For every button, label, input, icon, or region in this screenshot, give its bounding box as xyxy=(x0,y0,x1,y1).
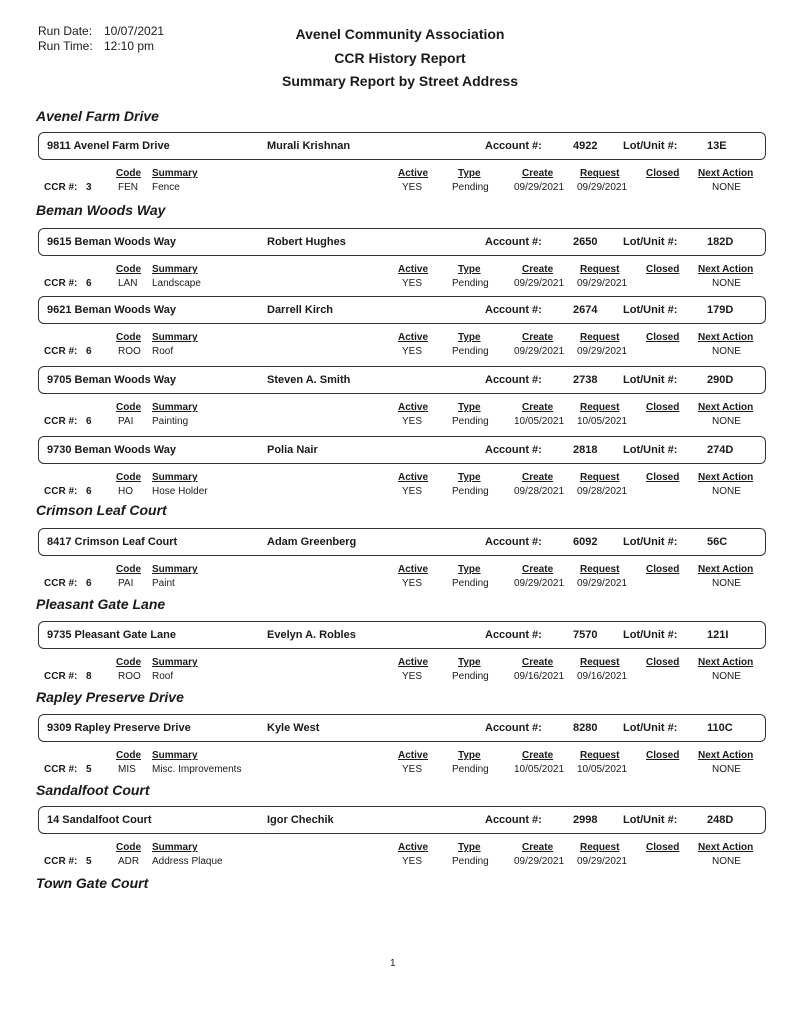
account-label: Account #: xyxy=(485,722,542,734)
lot-unit-label: Lot/Unit #: xyxy=(623,536,678,548)
active-value: YES xyxy=(402,486,423,497)
active-value: YES xyxy=(402,764,423,775)
next-action-value: NONE xyxy=(712,278,741,289)
run-time-label: Run Time: xyxy=(38,39,93,53)
closed-header: Closed xyxy=(646,564,680,575)
report-title: CCR History Report xyxy=(334,50,466,66)
create-value: 10/05/2021 xyxy=(514,416,565,427)
next-action-value: NONE xyxy=(712,764,741,775)
summary-header: Summary xyxy=(152,842,198,853)
code-header: Code xyxy=(116,842,141,853)
lot-unit-number: 274D xyxy=(707,444,734,456)
lot-unit-label: Lot/Unit #: xyxy=(623,304,678,316)
type-header: Type xyxy=(458,264,481,275)
code-header: Code xyxy=(116,750,141,761)
report-subtitle: Summary Report by Street Address xyxy=(282,73,518,89)
code-value: MIS xyxy=(118,764,136,775)
owner-name: Igor Chechik xyxy=(267,814,334,826)
ccr-number: 6 xyxy=(86,278,92,289)
active-header: Active xyxy=(398,657,429,668)
ccr-label: CCR #: xyxy=(44,764,78,775)
type-header: Type xyxy=(458,842,481,853)
owner-name: Polia Nair xyxy=(267,444,318,456)
summary-value: Painting xyxy=(152,416,189,427)
ccr-number: 8 xyxy=(86,671,92,682)
account-label: Account #: xyxy=(485,236,542,248)
account-number: 2818 xyxy=(573,444,598,456)
account-number: 4922 xyxy=(573,140,598,152)
ccr-number: 6 xyxy=(86,346,92,357)
address-row xyxy=(38,296,766,324)
summary-header: Summary xyxy=(152,332,198,343)
account-number: 8280 xyxy=(573,722,598,734)
code-value: ADR xyxy=(118,856,140,867)
ccr-number: 5 xyxy=(86,764,92,775)
account-number: 7570 xyxy=(573,629,598,641)
active-value: YES xyxy=(402,578,423,589)
report-org-title: Avenel Community Association xyxy=(295,26,505,42)
address-row xyxy=(38,528,766,556)
type-value: Pending xyxy=(452,764,489,775)
lot-unit-number: 13E xyxy=(707,140,727,152)
address-row xyxy=(38,714,766,742)
active-header: Active xyxy=(398,564,429,575)
next-action-header: Next Action xyxy=(698,472,754,483)
next-action-header: Next Action xyxy=(698,402,754,413)
active-header: Active xyxy=(398,332,429,343)
lot-unit-label: Lot/Unit #: xyxy=(623,140,678,152)
active-header: Active xyxy=(398,472,429,483)
street-header: Avenel Farm Drive xyxy=(36,108,159,124)
property-address: 9735 Pleasant Gate Lane xyxy=(47,629,177,641)
account-number: 2650 xyxy=(573,236,598,248)
summary-value: Misc. Improvements xyxy=(152,764,242,775)
create-value: 09/16/2021 xyxy=(514,671,565,682)
type-value: Pending xyxy=(452,578,489,589)
lot-unit-number: 56C xyxy=(707,536,728,548)
lot-unit-number: 248D xyxy=(707,814,734,826)
lot-unit-label: Lot/Unit #: xyxy=(623,814,678,826)
property-address: 9705 Beman Woods Way xyxy=(47,374,176,386)
street-header: Sandalfoot Court xyxy=(36,782,150,798)
type-header: Type xyxy=(458,657,481,668)
ccr-detail xyxy=(0,332,791,368)
account-label: Account #: xyxy=(485,444,542,456)
create-header: Create xyxy=(522,402,554,413)
summary-value: Roof xyxy=(152,346,174,357)
closed-header: Closed xyxy=(646,472,680,483)
summary-value: Fence xyxy=(152,182,180,193)
code-value: PAI xyxy=(118,578,134,589)
account-number: 2738 xyxy=(573,374,598,386)
request-header: Request xyxy=(580,842,620,853)
account-label: Account #: xyxy=(485,814,542,826)
lot-unit-label: Lot/Unit #: xyxy=(623,236,678,248)
request-header: Request xyxy=(580,332,620,343)
next-action-value: NONE xyxy=(712,578,741,589)
summary-value: Address Plaque xyxy=(152,856,223,867)
owner-name: Kyle West xyxy=(267,722,320,734)
ccr-number: 3 xyxy=(86,182,92,193)
next-action-header: Next Action xyxy=(698,750,754,761)
owner-name: Evelyn A. Robles xyxy=(267,629,356,641)
active-value: YES xyxy=(402,278,423,289)
address-row xyxy=(38,132,766,160)
next-action-header: Next Action xyxy=(698,564,754,575)
request-value: 09/29/2021 xyxy=(577,578,628,589)
summary-header: Summary xyxy=(152,750,198,761)
create-header: Create xyxy=(522,264,554,275)
ccr-label: CCR #: xyxy=(44,578,78,589)
account-number: 2674 xyxy=(573,304,598,316)
ccr-number: 6 xyxy=(86,486,92,497)
address-row xyxy=(38,621,766,649)
request-value: 09/29/2021 xyxy=(577,856,628,867)
create-header: Create xyxy=(522,842,554,853)
active-header: Active xyxy=(398,842,429,853)
next-action-value: NONE xyxy=(712,856,741,867)
ccr-label: CCR #: xyxy=(44,278,78,289)
account-label: Account #: xyxy=(485,536,542,548)
run-date xyxy=(38,24,164,39)
property-address: 9309 Rapley Preserve Drive xyxy=(47,722,191,734)
address-row xyxy=(38,366,766,394)
summary-value: Roof xyxy=(152,671,174,682)
active-value: YES xyxy=(402,856,423,867)
next-action-header: Next Action xyxy=(698,657,754,668)
summary-header: Summary xyxy=(152,168,198,179)
create-header: Create xyxy=(522,472,554,483)
property-address: 14 Sandalfoot Court xyxy=(47,814,152,826)
account-label: Account #: xyxy=(485,304,542,316)
summary-header: Summary xyxy=(152,564,198,575)
create-header: Create xyxy=(522,750,554,761)
street-header: Pleasant Gate Lane xyxy=(36,596,166,612)
create-value: 09/29/2021 xyxy=(514,856,565,867)
ccr-number: 6 xyxy=(86,578,92,589)
code-header: Code xyxy=(116,402,141,413)
closed-header: Closed xyxy=(646,842,680,853)
active-header: Active xyxy=(398,264,429,275)
owner-name: Murali Krishnan xyxy=(267,140,351,152)
next-action-value: NONE xyxy=(712,486,741,497)
code-header: Code xyxy=(116,332,141,343)
code-header: Code xyxy=(116,657,141,668)
ccr-detail xyxy=(0,750,791,786)
next-action-value: NONE xyxy=(712,346,741,357)
request-value: 09/16/2021 xyxy=(577,671,628,682)
summary-value: Hose Holder xyxy=(152,486,208,497)
next-action-value: NONE xyxy=(712,416,741,427)
ccr-label: CCR #: xyxy=(44,346,78,357)
request-header: Request xyxy=(580,564,620,575)
code-value: ROO xyxy=(118,346,141,357)
closed-header: Closed xyxy=(646,332,680,343)
code-header: Code xyxy=(116,564,141,575)
request-header: Request xyxy=(580,657,620,668)
active-header: Active xyxy=(398,750,429,761)
property-address: 8417 Crimson Leaf Court xyxy=(47,536,178,548)
lot-unit-number: 121I xyxy=(707,629,729,641)
type-header: Type xyxy=(458,472,481,483)
owner-name: Darrell Kirch xyxy=(267,304,334,316)
street-header: Rapley Preserve Drive xyxy=(36,689,184,705)
ccr-detail xyxy=(0,168,791,204)
code-header: Code xyxy=(116,472,141,483)
account-label: Account #: xyxy=(485,374,542,386)
next-action-value: NONE xyxy=(712,182,741,193)
lot-unit-label: Lot/Unit #: xyxy=(623,444,678,456)
account-label: Account #: xyxy=(485,140,542,152)
request-value: 09/29/2021 xyxy=(577,182,628,193)
code-value: ROO xyxy=(118,671,141,682)
type-value: Pending xyxy=(452,416,489,427)
lot-unit-label: Lot/Unit #: xyxy=(623,722,678,734)
next-action-header: Next Action xyxy=(698,332,754,343)
create-value: 09/28/2021 xyxy=(514,486,565,497)
code-header: Code xyxy=(116,264,141,275)
ccr-label: CCR #: xyxy=(44,856,78,867)
create-value: 09/29/2021 xyxy=(514,346,565,357)
type-value: Pending xyxy=(452,856,489,867)
lot-unit-label: Lot/Unit #: xyxy=(623,374,678,386)
run-date-label: Run Date: xyxy=(38,24,93,38)
closed-header: Closed xyxy=(646,750,680,761)
request-value: 10/05/2021 xyxy=(577,416,628,427)
code-value: LAN xyxy=(118,278,138,289)
request-header: Request xyxy=(580,472,620,483)
summary-header: Summary xyxy=(152,472,198,483)
type-value: Pending xyxy=(452,671,489,682)
type-header: Type xyxy=(458,750,481,761)
run-time-value: 12:10 pm xyxy=(104,39,155,53)
active-value: YES xyxy=(402,346,423,357)
closed-header: Closed xyxy=(646,402,680,413)
summary-header: Summary xyxy=(152,657,198,668)
type-value: Pending xyxy=(452,486,489,497)
request-header: Request xyxy=(580,264,620,275)
street-header: Crimson Leaf Court xyxy=(36,502,167,518)
ccr-number: 5 xyxy=(86,856,92,867)
ccr-detail xyxy=(0,842,791,878)
next-action-header: Next Action xyxy=(698,168,754,179)
next-action-header: Next Action xyxy=(698,842,754,853)
active-header: Active xyxy=(398,168,429,179)
create-value: 10/05/2021 xyxy=(514,764,565,775)
address-row xyxy=(38,436,766,464)
ccr-label: CCR #: xyxy=(44,182,78,193)
ccr-number: 6 xyxy=(86,416,92,427)
request-value: 10/05/2021 xyxy=(577,764,628,775)
summary-value: Landscape xyxy=(152,278,201,289)
create-header: Create xyxy=(522,657,554,668)
active-value: YES xyxy=(402,182,423,193)
active-header: Active xyxy=(398,402,429,413)
ccr-label: CCR #: xyxy=(44,671,78,682)
ccr-detail xyxy=(0,472,791,508)
ccr-label: CCR #: xyxy=(44,486,78,497)
request-header: Request xyxy=(580,750,620,761)
create-header: Create xyxy=(522,332,554,343)
page-number: 1 xyxy=(390,958,396,969)
street-header: Beman Woods Way xyxy=(36,202,166,218)
closed-header: Closed xyxy=(646,264,680,275)
lot-unit-number: 179D xyxy=(707,304,734,316)
type-value: Pending xyxy=(452,278,489,289)
ccr-detail xyxy=(0,402,791,438)
request-header: Request xyxy=(580,168,620,179)
lot-unit-number: 182D xyxy=(707,236,734,248)
property-address: 9730 Beman Woods Way xyxy=(47,444,176,456)
ccr-detail xyxy=(0,564,791,600)
create-header: Create xyxy=(522,168,554,179)
address-row xyxy=(38,806,766,834)
address-row xyxy=(38,228,766,256)
run-date-value: 10/07/2021 xyxy=(104,24,165,38)
request-value: 09/29/2021 xyxy=(577,278,628,289)
owner-name: Adam Greenberg xyxy=(267,536,357,548)
active-value: YES xyxy=(402,671,423,682)
type-value: Pending xyxy=(452,182,489,193)
code-header: Code xyxy=(116,168,141,179)
next-action-value: NONE xyxy=(712,671,741,682)
lot-unit-number: 290D xyxy=(707,374,734,386)
active-value: YES xyxy=(402,416,423,427)
type-value: Pending xyxy=(452,346,489,357)
run-time xyxy=(38,39,154,54)
street-header: Town Gate Court xyxy=(36,875,149,891)
code-value: HO xyxy=(118,486,133,497)
ccr-label: CCR #: xyxy=(44,416,78,427)
type-header: Type xyxy=(458,564,481,575)
property-address: 9621 Beman Woods Way xyxy=(47,304,176,316)
summary-header: Summary xyxy=(152,402,198,413)
create-value: 09/29/2021 xyxy=(514,182,565,193)
property-address: 9811 Avenel Farm Drive xyxy=(47,140,170,152)
ccr-detail xyxy=(0,264,791,300)
closed-header: Closed xyxy=(646,168,680,179)
account-number: 6092 xyxy=(573,536,598,548)
type-header: Type xyxy=(458,332,481,343)
type-header: Type xyxy=(458,402,481,413)
owner-name: Steven A. Smith xyxy=(267,374,351,386)
owner-name: Robert Hughes xyxy=(267,236,346,248)
summary-header: Summary xyxy=(152,264,198,275)
code-value: PAI xyxy=(118,416,134,427)
code-value: FEN xyxy=(118,182,138,193)
create-header: Create xyxy=(522,564,554,575)
ccr-detail xyxy=(0,657,791,693)
create-value: 09/29/2021 xyxy=(514,578,565,589)
closed-header: Closed xyxy=(646,657,680,668)
summary-value: Paint xyxy=(152,578,175,589)
lot-unit-label: Lot/Unit #: xyxy=(623,629,678,641)
lot-unit-number: 110C xyxy=(707,722,733,734)
request-header: Request xyxy=(580,402,620,413)
account-number: 2998 xyxy=(573,814,598,826)
request-value: 09/29/2021 xyxy=(577,346,628,357)
create-value: 09/29/2021 xyxy=(514,278,565,289)
account-label: Account #: xyxy=(485,629,542,641)
property-address: 9615 Beman Woods Way xyxy=(47,236,176,248)
request-value: 09/28/2021 xyxy=(577,486,628,497)
type-header: Type xyxy=(458,168,481,179)
next-action-header: Next Action xyxy=(698,264,754,275)
